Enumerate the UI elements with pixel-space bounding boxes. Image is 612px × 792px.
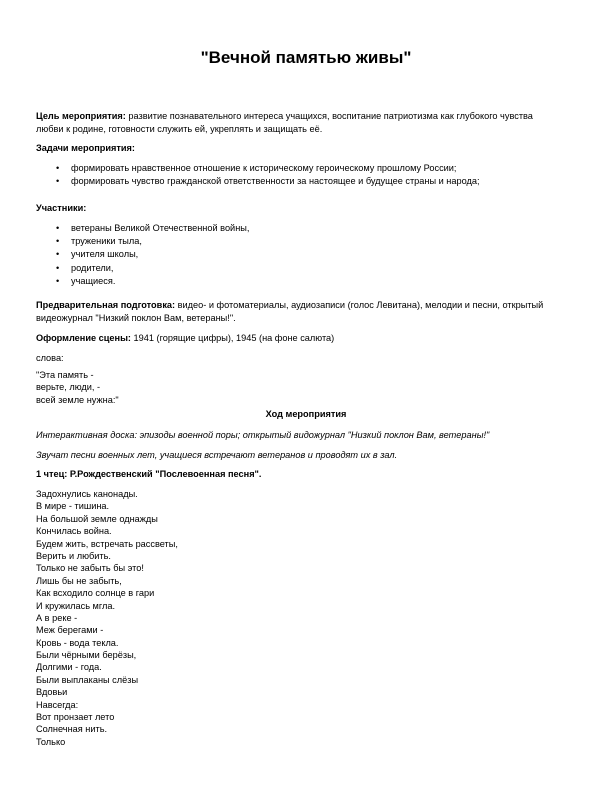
tasks-list <box>36 162 556 188</box>
poem-line: Кровь - вода текла. <box>36 637 119 648</box>
epigraph-line: верьте, люди, - <box>36 382 101 393</box>
poem-line: Задохнулись канонады. <box>36 489 138 499</box>
poem-line: Навсегда: <box>36 699 79 710</box>
list-item-text: труженики тыла, <box>71 236 142 247</box>
poem-line: А в реке - <box>36 612 78 623</box>
list-item <box>36 235 556 248</box>
list-item <box>36 162 556 175</box>
words-label: слова: <box>36 353 64 363</box>
stage-design-label: Оформление сцены: <box>36 333 131 343</box>
course-heading: Ход мероприятия <box>265 409 347 419</box>
epigraph-line: всей земле нужна:" <box>36 394 119 405</box>
list-item-text: формировать нравственное отношение к историческому героическому прошлому России; <box>71 163 457 173</box>
poem-line: На большой земле однажды <box>36 513 158 524</box>
reader-1-heading: 1 чтец: Р.Рождественский "Послевоенная песня". <box>36 469 262 479</box>
poem-line: Вот пронзает лето <box>36 712 115 723</box>
bullet-icon: • <box>56 223 60 233</box>
interactive-board-note: Интерактивная доска: эпизоды военной поры; открытый видожурнал "Низкий поклон Вам, ветераны!" <box>36 430 490 440</box>
page-title: "Вечной памятью живы" <box>200 48 412 67</box>
list-item <box>36 262 556 275</box>
poem-line: Верить и любить. <box>36 550 111 561</box>
bullet-icon: • <box>56 249 60 260</box>
epigraph <box>36 369 336 406</box>
bullet-icon: • <box>56 275 60 286</box>
poem-line: Только <box>36 736 66 747</box>
poem-line: Будем жить, встречать рассветы, <box>36 538 178 549</box>
list-item-text: родители, <box>71 262 114 273</box>
bullet-icon: • <box>56 236 60 247</box>
poem-line: Солнечная нить. <box>36 724 108 735</box>
participants-list <box>36 222 556 288</box>
poem <box>36 488 336 748</box>
stage-design-text: 1941 (горящие цифры), 1945 (на фоне салюта) <box>130 333 335 343</box>
bullet-icon: • <box>56 163 60 173</box>
list-item <box>36 248 556 261</box>
list-item-text: учащиеся. <box>71 275 116 286</box>
preparation-label: Предварительная подготовка: <box>36 300 176 310</box>
poem-line: Были выплаканы слёзы <box>36 674 139 685</box>
list-item-text: учителя школы, <box>71 249 139 260</box>
stage-design-paragraph <box>36 332 556 345</box>
tasks-heading: Задачи мероприятия: <box>36 143 135 153</box>
poem-line: Как всходило солнце в гари <box>36 588 155 599</box>
goal-text: развитие познавательного интереса учащихся, воспитание патриотизма как глубокого чувства любви к родине, готовности служить ей, укреплять и защищать её. <box>36 111 533 135</box>
poem-line: Были чёрными берёзы, <box>36 650 137 661</box>
poem-line: И кружилась мгла. <box>36 600 116 611</box>
preparation-text: видео- и фотоматериалы, аудиозаписи (голос Левитана), мелодии и песни, открытый видеожурнал "Низкий поклон Вам, ветераны!". <box>36 300 544 324</box>
poem-line: Лишь бы не забыть, <box>36 575 122 586</box>
goal-label: Цель мероприятия: <box>36 111 126 121</box>
poem-line: Только не забыть бы это! <box>36 563 144 574</box>
poem-line: В мире - тишина. <box>36 501 110 512</box>
list-item <box>36 222 556 235</box>
goal-paragraph <box>36 110 556 137</box>
poem-line: Кончилась война. <box>36 526 112 537</box>
poem-line: Долгими - года. <box>36 662 102 673</box>
list-item-text: ветераны Великой Отечественной войны, <box>71 223 250 233</box>
poem-line: Вдовьи <box>36 687 68 698</box>
epigraph-line: "Эта память - <box>36 370 94 380</box>
war-songs-note: Звучат песни военных лет, учащиеся встречают ветеранов и проводят их в зал. <box>36 450 398 460</box>
list-item <box>36 275 556 288</box>
list-item-text: формировать чувство гражданской ответственности за настоящее и будущее страны и народа; <box>71 176 480 187</box>
bullet-icon: • <box>56 176 60 187</box>
bullet-icon: • <box>56 262 60 273</box>
list-item <box>36 175 556 188</box>
preparation-paragraph <box>36 299 556 326</box>
participants-heading: Участники: <box>36 203 87 213</box>
poem-line: Меж берегами - <box>36 625 104 636</box>
